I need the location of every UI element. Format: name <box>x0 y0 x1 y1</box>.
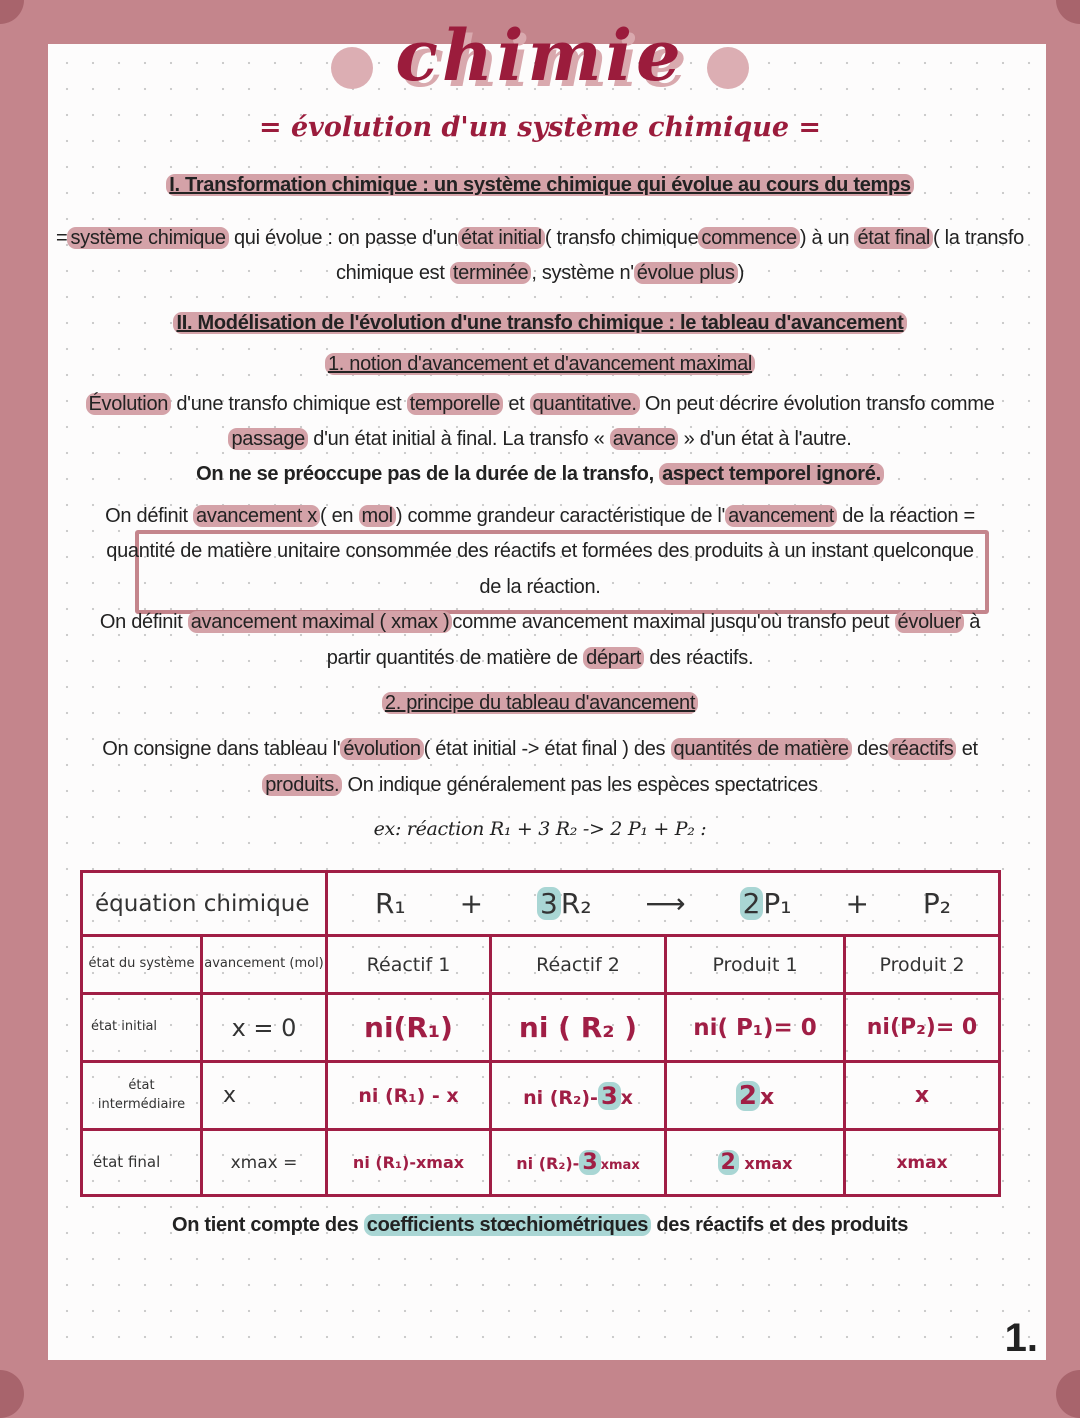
decorative-ball-right <box>707 47 749 89</box>
text-fragment: x <box>620 1086 633 1109</box>
section-1-line-1 <box>0 227 1080 250</box>
highlight: état initial <box>458 227 545 249</box>
highlight: produits. <box>262 774 342 796</box>
definition-box-line-2: de la réaction. <box>479 576 601 598</box>
cell-x: x = 0 <box>202 994 327 1062</box>
highlight: évolution <box>340 738 423 760</box>
advancement-table <box>80 870 1001 1197</box>
coef-highlight: 3 <box>598 1082 621 1110</box>
definition-2-line-2 <box>0 647 1080 670</box>
table-row-equation <box>82 872 1000 936</box>
coef-3: 3 <box>537 887 561 920</box>
highlight: passage <box>228 428 308 450</box>
subsection-1-heading: 1. notion d'avancement et d'avancement maximal <box>325 353 755 375</box>
equation-cell <box>327 872 1000 936</box>
table-row-initial <box>82 994 1000 1062</box>
cell: ni ( R₂ ) <box>491 994 666 1062</box>
text-fragment: » d'un état à l'autre. <box>678 428 852 450</box>
row-label: état intermédiaire <box>82 1062 202 1130</box>
highlight: état final <box>854 227 933 249</box>
cell <box>666 1062 845 1130</box>
corner-bottom-left <box>0 1370 24 1418</box>
eq-p2: P₂ <box>922 887 952 920</box>
text-fragment: On indique généralement pas les espèces spectatrices <box>342 774 818 796</box>
text-fragment: On définit <box>105 505 194 527</box>
highlight: Évolution <box>86 393 172 415</box>
eq-p1-group <box>740 887 792 920</box>
eq-plus-1: + <box>459 887 484 920</box>
text-fragment: de la réaction = <box>837 505 975 527</box>
para-2-line-1 <box>0 738 1080 761</box>
subsection-1-row <box>0 353 1080 376</box>
highlight: mol <box>359 505 396 527</box>
bold-statement <box>0 463 1080 486</box>
text-fragment: d'un état initial à final. La transfo « <box>308 428 610 450</box>
definition-box-line-1: quantité de matière unitaire consommée des réactifs et formées des produits à un instant quelconque <box>106 540 974 562</box>
cell <box>491 1130 666 1196</box>
title-row <box>0 14 1080 97</box>
text-fragment: On peut décrire évolution transfo comme <box>639 393 995 415</box>
highlight: coefficients stœchiométriques <box>364 1214 651 1236</box>
footer-statement <box>0 1214 1080 1237</box>
text-fragment: ( en <box>319 505 354 527</box>
text-fragment: des réactifs et des produits <box>651 1214 909 1236</box>
coef-highlight: 2 <box>736 1081 760 1111</box>
equation-label: équation chimique <box>82 872 327 936</box>
subsection-2-row <box>0 692 1080 715</box>
eq-r2-group <box>537 887 592 920</box>
table-row-header <box>82 936 1000 994</box>
definition-1 <box>0 505 1080 528</box>
text-fragment: et <box>503 393 525 415</box>
subsection-2-heading: 2. principe du tableau d'avancement <box>382 692 698 714</box>
highlight: avancement maximal ( xmax ) <box>188 611 453 633</box>
header-avancement: avancement (mol) <box>202 936 327 994</box>
highlight: quantités de matière <box>671 738 852 760</box>
definition-2-line-1 <box>0 611 1080 634</box>
text-fragment: On tient compte des <box>171 1214 364 1236</box>
section-2-heading-row <box>0 312 1080 335</box>
corner-bottom-right <box>1056 1370 1080 1418</box>
para-1-line-2 <box>0 428 1080 451</box>
coef-highlight: 2 <box>718 1150 739 1175</box>
text-fragment: et <box>956 738 978 760</box>
section-1-heading: I. Transformation chimique : un système chimique qui évolue au cours du temps <box>166 174 914 196</box>
text-fragment: ) comme grandeur caractéristique de l' <box>395 505 726 527</box>
coef-highlight: 3 <box>579 1150 600 1175</box>
page-title: chimie <box>395 14 685 97</box>
highlight: temporelle <box>407 393 503 415</box>
text-fragment: partir quantités de matière de <box>326 647 578 669</box>
highlight: évolue plus <box>634 262 738 284</box>
cell <box>666 1130 845 1196</box>
section-1-heading-row <box>0 174 1080 197</box>
cell-x: x <box>202 1062 327 1130</box>
row-label: état initial <box>82 994 202 1062</box>
section-1-line-2 <box>0 262 1080 285</box>
text-fragment: ni (R₂)- <box>516 1154 580 1173</box>
text-fragment: chimique est <box>335 262 445 284</box>
cell: ni (R₁) - x <box>327 1062 491 1130</box>
cell: ni( P₁)= 0 <box>666 994 845 1062</box>
highlight: avancement <box>725 505 837 527</box>
row-label: état final <box>82 1130 202 1196</box>
text-fragment: = <box>56 227 68 249</box>
header-reactif-1: Réactif 1 <box>327 936 491 994</box>
cell: ni(P₂)= 0 <box>845 994 1000 1062</box>
highlight: système chimique <box>67 227 228 249</box>
cell <box>491 1062 666 1130</box>
example-reaction: ex: réaction R₁ + 3 R₂ -> 2 P₁ + P₂ : <box>373 818 707 840</box>
eq-p1: P₁ <box>763 887 792 920</box>
header-produit-1: Produit 1 <box>666 936 845 994</box>
text-fragment: ) <box>737 262 745 284</box>
para-1-line-1 <box>0 393 1080 416</box>
highlight: avancement x <box>193 505 320 527</box>
coef-2: 2 <box>740 887 764 920</box>
text-fragment: ) à un <box>799 227 850 249</box>
header-etat: état du système <box>82 936 202 994</box>
cell: ni (R₁)-xmax <box>327 1130 491 1196</box>
section-2-heading: II. Modélisation de l'évolution d'une transfo chimique : le tableau d'avancement <box>173 312 906 334</box>
header-reactif-2: Réactif 2 <box>491 936 666 994</box>
text-fragment: On définit <box>99 611 183 633</box>
highlight: départ <box>583 647 644 669</box>
text-fragment: , système n' <box>531 262 634 284</box>
table-row-intermediate <box>82 1062 1000 1130</box>
highlight: avance <box>610 428 679 450</box>
text-fragment: des <box>851 738 889 760</box>
text-fragment: ( la transfo <box>933 227 1024 249</box>
cell: ni(R₁) <box>327 994 491 1062</box>
table-row-final <box>82 1130 1000 1196</box>
para-2-line-2 <box>0 774 1080 797</box>
decorative-ball-left <box>331 47 373 89</box>
text-fragment: xmax <box>744 1154 793 1173</box>
text-fragment: à <box>964 611 981 633</box>
header-produit-2: Produit 2 <box>845 936 1000 994</box>
text-fragment: xmax <box>600 1158 640 1173</box>
text-fragment: ( transfo chimique <box>544 227 699 249</box>
page-subtitle: = évolution d'un système chimique = <box>258 112 822 143</box>
text-fragment: qui évolue : on passe d'un <box>228 227 458 249</box>
highlight: quantitative. <box>530 393 640 415</box>
highlight: aspect temporel ignoré. <box>659 463 884 485</box>
text-fragment: comme avancement maximal jusqu'où transfo peut <box>452 611 895 633</box>
cell: xmax <box>845 1130 1000 1196</box>
eq-plus-2: + <box>845 887 869 920</box>
highlight: terminée <box>450 262 531 284</box>
eq-r2: R₂ <box>560 887 592 920</box>
page-number: 1. <box>1004 1316 1038 1360</box>
text-fragment: d'une transfo chimique est <box>171 393 402 415</box>
text-fragment: ( état initial -> état final ) des <box>423 738 671 760</box>
eq-r1: R₁ <box>374 887 406 920</box>
highlight: réactifs <box>888 738 956 760</box>
eq-arrow: ⟶ <box>645 887 686 920</box>
text-fragment: ni (R₂)- <box>523 1086 598 1109</box>
text-fragment: On ne se préoccupe pas de la durée de la transfo, <box>196 463 660 485</box>
highlight: commence <box>698 227 799 249</box>
cell: x <box>845 1062 1000 1130</box>
text-fragment: x <box>759 1084 775 1110</box>
highlight: évoluer <box>895 611 965 633</box>
text-fragment: des réactifs. <box>644 647 754 669</box>
text-fragment: On consigne dans tableau l' <box>102 738 341 760</box>
cell-x: xmax = <box>202 1130 327 1196</box>
